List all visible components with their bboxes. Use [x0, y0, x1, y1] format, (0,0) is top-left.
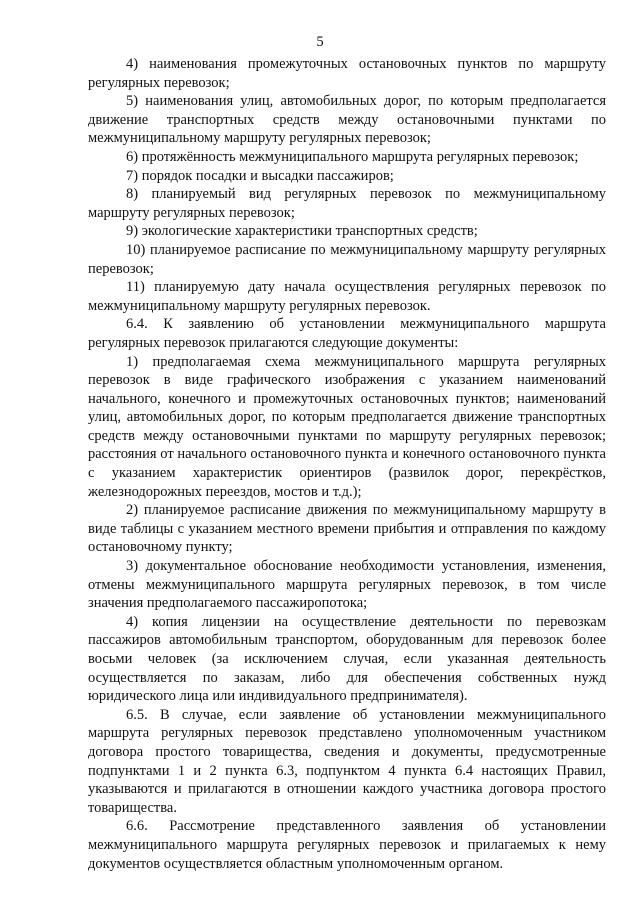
paragraph-item-8: 8) планируемый вид регулярных перевозок по межмуниципальному маршруту регулярных перевозок;	[88, 186, 606, 221]
document-body	[88, 55, 606, 873]
paragraph-item-5: 5) наименования улиц, автомобильных дорог, по которым предполагается движение транспортных средств между остановочными пунктами по межмуниципальному маршруту регулярных перевозок;	[88, 93, 606, 147]
paragraph-doc-2: 2) планируемое расписание движения по межмуниципальному маршруту в виде таблицы с указанием местного времени прибытия и отправления по каждому остановочному пункту;	[88, 502, 606, 556]
page-number: 5	[316, 34, 324, 50]
paragraph-section-6-6: 6.6. Рассмотрение представленного заявления об установлении межмуниципального маршрута регулярных перевозок и прилагаемых к нему документов осуществляется областным уполномоченным органом.	[88, 818, 606, 872]
paragraph-section-6-4: 6.4. К заявлению об установлении межмуниципального маршрута регулярных перевозок прилагаются следующие документы:	[88, 316, 606, 351]
paragraph-item-7: 7) порядок посадки и высадки пассажиров;	[126, 167, 394, 184]
paragraph-item-4: 4) наименования промежуточных остановочных пунктов по маршруту регулярных перевозок;	[88, 56, 606, 91]
paragraph-item-11: 11) планируемую дату начала осуществления регулярных перевозок по межмуниципальному маршруту регулярных перевозок.	[88, 279, 606, 314]
paragraph-item-10: 10) планируемое расписание по межмуниципальному маршруту регулярных перевозок;	[88, 241, 606, 277]
paragraph-doc-4: 4) копия лицензии на осуществление деятельности по перевозкам пассажиров автомобильным транспортом, оборудованным для перевозок более восьми человек (за исключением случая, если указанная деятельность осуществляется по заказам, либо для обеспечения собственных нужд юридического лица или индивидуального предпринимателя).	[88, 613, 606, 705]
paragraph-item-6: 6) протяжённость межмуниципального маршрута регулярных перевозок;	[126, 148, 579, 165]
paragraph-section-6-5: 6.5. В случае, если заявление об установлении межмуниципального маршрута регулярных перевозок представлено уполномоченным участником договора простого товарищества, сведения и документы, предусмотренные подпунктами 1 и 2 пункта 6.3, подпунктом 4 пункта 6.4 настоящих Правил, указываются и прилагаются в отношении каждого участника договора простого товарищества.	[88, 706, 606, 816]
paragraph-doc-1: 1) предполагаемая схема межмуниципального маршрута регулярных перевозок в виде графического изображения с указанием наименований начального, конечного и промежуточных остановочных пунктов; наименований улиц, автомобильных дорог, по которым предполагается движение транспортных средств между остановочными пунктами по маршруту регулярных перевозок; расстояния от начального остановочного пункта и конечного остановочного пункта с указанием характеристик ориентиров (развилок дорог, перекрёстков, железнодорожных переездов, мостов и т.д.);	[88, 353, 606, 500]
paragraph-doc-3: 3) документальное обоснование необходимости установления, изменения, отмены межмуниципального маршрута регулярных перевозок, в том числе значения предполагаемого пассажиропотока;	[88, 558, 606, 612]
paragraph-item-9: 9) экологические характеристики транспортных средств;	[126, 223, 478, 240]
